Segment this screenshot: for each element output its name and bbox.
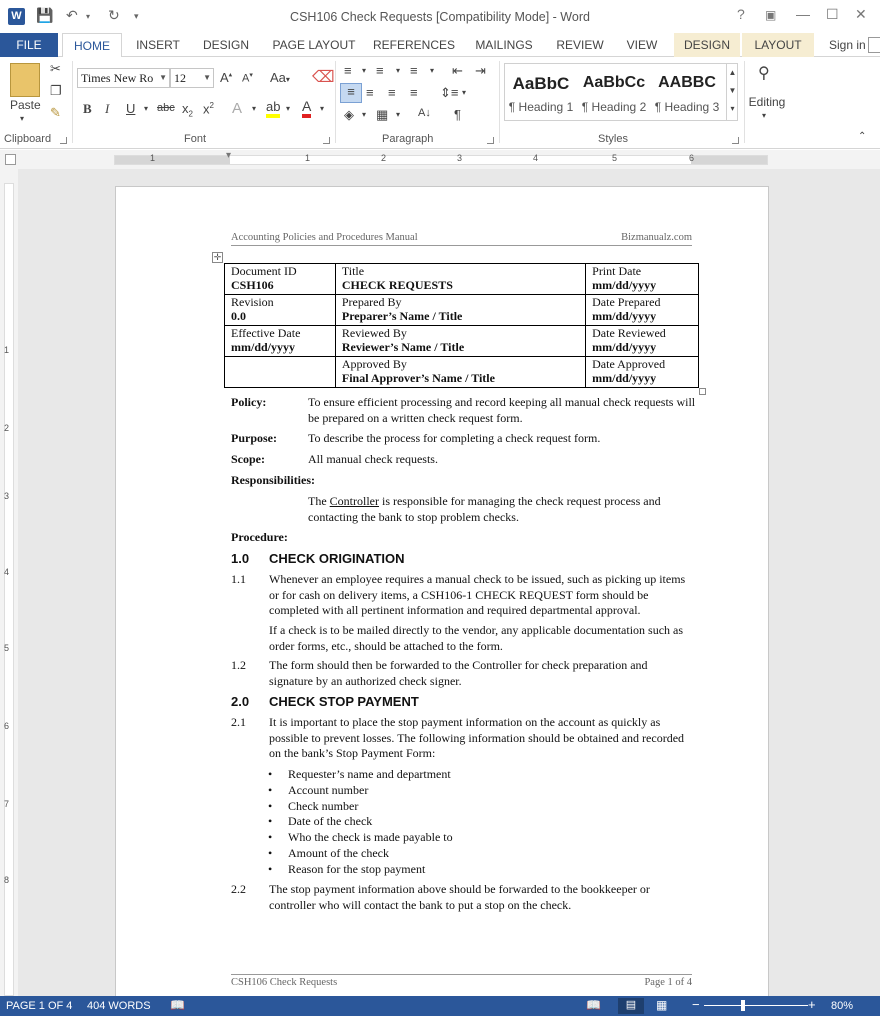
item-text: The stop payment information above should be forwarded to the bookkeeper or controller who will contact the bank to put a stop on the check. (269, 882, 650, 912)
underline-button[interactable]: U (126, 101, 136, 116)
document-title: CSH106 Check Requests [Compatibility Mode] - Word (290, 10, 590, 24)
cell-label: Title (341, 264, 365, 278)
table-row (225, 326, 699, 357)
clear-formatting-icon[interactable]: ⌫ (312, 69, 335, 86)
responsibilities-label: Responsibilities: (231, 473, 316, 487)
format-painter-icon[interactable]: ✎ (50, 105, 61, 120)
table-move-handle-icon[interactable]: ✛ (213, 252, 222, 262)
horizontal-ruler[interactable] (114, 150, 768, 165)
highlight-dropdown-icon[interactable]: ▾ (286, 104, 291, 113)
borders-dropdown-icon[interactable]: ▾ (396, 110, 401, 119)
text-effects-icon[interactable]: A (232, 100, 243, 117)
ruler-number: 1 (305, 153, 311, 163)
copy-icon[interactable]: ❐ (50, 83, 62, 98)
highlight-icon[interactable]: ab (266, 100, 280, 118)
style-name: ¶ Heading 2 (581, 100, 647, 114)
ribbon (0, 57, 880, 149)
list-item: • Requester’s name and department (288, 767, 451, 783)
styles-scroll-icon[interactable]: ▲ ▼ ▾ (726, 64, 738, 120)
page-header-left: Accounting Policies and Procedures Manual (231, 232, 418, 243)
table-row (225, 295, 699, 326)
zoom-level[interactable]: 80% (831, 1000, 854, 1012)
font-name-value: Times New Ro (81, 71, 154, 85)
group-divider (335, 61, 336, 143)
ruler-number: 5 (612, 153, 618, 163)
numbering-dropdown-icon[interactable]: ▾ (396, 66, 401, 75)
shrink-font-icon[interactable]: A▾ (242, 72, 253, 85)
document-info-table[interactable] (224, 263, 699, 388)
paste-dropdown-icon[interactable]: ▾ (20, 114, 25, 123)
styles-gallery (504, 63, 738, 121)
paragraph-launcher-icon[interactable] (487, 137, 494, 144)
cell-value: mm/dd/yyyy (592, 371, 657, 385)
collapse-ribbon-icon[interactable]: ⌃ (858, 131, 867, 142)
ruler-number: 2 (381, 153, 387, 163)
item-text: Whenever an employee requires a manual check to be issued, such as picking up items or for cash on delivery items, a CSH106-1 CHECK REQUEST form should be completed with all pertinent information and required departmental approval. (269, 572, 686, 617)
purpose-text: To describe the process for completing a check request form. (308, 431, 601, 445)
list-item: • Date of the check (288, 814, 372, 830)
close-button[interactable]: ✕ (855, 6, 867, 22)
cell-label: Approved By (341, 357, 407, 371)
cell-value: mm/dd/yyyy (592, 309, 657, 323)
list-item: • Who the check is made payable to (288, 830, 453, 846)
font-launcher-icon[interactable] (323, 137, 330, 144)
style-heading-1[interactable] (505, 64, 577, 120)
tab-view[interactable]: VIEW (626, 38, 658, 52)
word-count[interactable]: 404 WORDS (87, 1000, 151, 1012)
save-icon[interactable]: 💾 (36, 7, 54, 23)
font-size-dropdown-icon[interactable]: ▼ (203, 73, 211, 82)
style-heading-3[interactable] (651, 64, 723, 120)
responsibilities-post: is responsible for managing the check request process and contacting the bank to stop problem checks. (308, 494, 661, 524)
paragraph-group-label: Paragraph (382, 133, 434, 145)
cell-label: Date Approved (592, 357, 666, 371)
show-formatting-icon[interactable]: ¶ (454, 107, 461, 122)
responsibilities-pre: The (308, 494, 330, 508)
cell-value: Preparer’s Name / Title (341, 309, 463, 323)
cell-value: mm/dd/yyyy (592, 340, 657, 354)
table-cell[interactable] (335, 295, 585, 326)
style-name: ¶ Heading 1 (508, 100, 574, 114)
table-cell[interactable] (586, 295, 699, 326)
ruler-row (0, 150, 880, 169)
list-item: • Account number (288, 783, 368, 799)
font-color-dropdown-icon[interactable]: ▾ (320, 104, 325, 113)
text-effects-dropdown-icon[interactable]: ▾ (252, 104, 257, 113)
cell-label: Effective Date (231, 326, 301, 340)
cell-value: CSH106 (231, 278, 274, 292)
ruler-number: 6 (689, 153, 695, 163)
item-number: 2.1 (231, 715, 246, 729)
tab-review[interactable]: REVIEW (556, 38, 604, 52)
redo-icon[interactable]: ↻ (108, 7, 120, 23)
table-row (225, 357, 699, 388)
ruler-number: 3 (457, 153, 463, 163)
find-binoculars-icon[interactable]: ⚲ (758, 65, 770, 82)
cell-value: mm/dd/yyyy (231, 340, 296, 354)
font-name-dropdown-icon[interactable]: ▼ (159, 73, 167, 82)
page-header-right: Bizmanualz.com (621, 232, 692, 243)
tab-selector-icon[interactable] (5, 154, 16, 165)
vruler-number: 7 (4, 799, 10, 809)
ruler-right-margin (691, 156, 767, 164)
item-number: 1.1 (231, 572, 246, 586)
status-bar (0, 996, 880, 1016)
item-number: 1.2 (231, 658, 246, 672)
clipboard-launcher-icon[interactable] (60, 137, 67, 144)
table-cell[interactable] (225, 295, 336, 326)
bullets-dropdown-icon[interactable]: ▾ (362, 66, 367, 75)
tab-table-layout[interactable]: LAYOUT (742, 33, 814, 57)
center-button[interactable]: ≡ (366, 85, 374, 100)
section-heading: CHECK STOP PAYMENT (269, 694, 419, 709)
cell-label: Reviewed By (341, 326, 407, 340)
shading-icon[interactable]: ◈ (344, 107, 354, 122)
list-item: • Amount of the check (288, 846, 389, 862)
section-number: 2.0 (231, 694, 250, 709)
page-count[interactable]: PAGE 1 OF 4 (6, 1000, 73, 1012)
sort-icon[interactable]: A↓ (418, 107, 431, 119)
table-cell[interactable] (335, 326, 585, 357)
table-cell[interactable] (225, 357, 336, 388)
vruler-number: 2 (4, 423, 10, 433)
style-name: ¶ Heading 3 (654, 100, 720, 114)
vruler-number: 5 (4, 643, 10, 653)
multilevel-dropdown-icon[interactable]: ▾ (430, 66, 435, 75)
tab-mailings[interactable]: MAILINGS (475, 38, 533, 52)
cell-label: Date Prepared (592, 295, 661, 309)
bullets-icon[interactable]: ≡ (344, 63, 352, 78)
section-number: 1.0 (231, 551, 250, 566)
tab-table-design[interactable]: DESIGN (674, 33, 740, 57)
justify-button[interactable]: ≡ (410, 85, 418, 100)
tab-design[interactable]: DESIGN (202, 38, 249, 52)
bold-button[interactable]: B (83, 101, 92, 116)
italic-button[interactable]: I (105, 101, 110, 116)
change-case-icon[interactable]: Aa▾ (270, 70, 290, 85)
styles-group-label: Styles (598, 133, 628, 145)
table-cell[interactable] (335, 264, 585, 295)
item-text: It is important to place the stop payment information on the account as quickly as possible to prevent losses. The following information should be obtained and recorded on the bank’s Stop Payment Form: (269, 715, 685, 760)
cell-value: CHECK REQUESTS (341, 278, 453, 292)
purpose-label: Purpose: (231, 431, 277, 445)
table-cell[interactable] (335, 357, 585, 388)
paste-button[interactable]: Paste (10, 98, 41, 112)
zoom-in-icon[interactable]: + (808, 997, 816, 1012)
policy-text: To ensure efficient processing and record keeping all manual check requests will be prepared on a written check request form. (308, 395, 696, 425)
ruler-left-margin (115, 156, 230, 164)
group-divider (499, 61, 500, 143)
proofing-icon[interactable]: 📖 (170, 998, 185, 1012)
vertical-ruler (0, 169, 18, 996)
style-heading-2[interactable] (578, 64, 650, 120)
table-cell[interactable] (225, 326, 336, 357)
page-footer-right: Page 1 of 4 (644, 977, 692, 988)
numbering-icon[interactable]: ≡ (376, 63, 384, 78)
undo-icon[interactable]: ↶ (66, 7, 78, 23)
item-text-continued: If a check is to be mailed directly to the vendor, any applicable documentation such as order forms, etc., should be attached to the form. (269, 623, 684, 653)
table-resize-handle-icon[interactable] (699, 388, 706, 395)
header-rule (231, 245, 692, 246)
vruler-number: 6 (4, 721, 10, 731)
document-canvas[interactable] (0, 169, 880, 996)
styles-launcher-icon[interactable] (732, 137, 739, 144)
shading-dropdown-icon[interactable]: ▾ (362, 110, 367, 119)
table-cell[interactable] (586, 357, 699, 388)
line-spacing-icon[interactable]: ⇕≡ (440, 85, 459, 100)
cell-value: Reviewer’s Name / Title (341, 340, 465, 354)
read-mode-icon[interactable]: 📖 (586, 998, 601, 1012)
cell-label: Print Date (592, 264, 642, 278)
web-layout-icon[interactable]: ▦ (656, 998, 668, 1012)
tab-insert[interactable]: INSERT (136, 38, 180, 52)
page-footer-left: CSH106 Check Requests (231, 977, 338, 988)
group-divider (744, 61, 745, 143)
vruler-number: 4 (4, 567, 10, 577)
editing-dropdown-icon[interactable]: ▾ (762, 111, 767, 120)
align-right-button[interactable]: ≡ (388, 85, 396, 100)
undo-dropdown-icon[interactable]: ▾ (86, 12, 91, 21)
table-cell[interactable] (225, 264, 336, 295)
clipboard-group-label: Clipboard (4, 133, 52, 145)
list-item: • Reason for the stop payment (288, 862, 425, 878)
print-layout-icon[interactable]: ▤ (618, 998, 644, 1014)
group-divider (72, 61, 73, 143)
word-logo-icon[interactable]: W (8, 8, 25, 25)
zoom-slider-thumb[interactable] (741, 1000, 745, 1011)
item-text: The form should then be forwarded to the Controller for check preparation and signature by an authorized check signer. (269, 658, 648, 688)
grow-font-icon[interactable]: A▴ (220, 70, 233, 85)
item-number: 2.2 (231, 882, 246, 896)
increase-indent-icon[interactable]: ⇥ (475, 63, 486, 78)
cell-label: Date Reviewed (592, 326, 666, 340)
cell-label: Prepared By (341, 295, 402, 309)
subscript-button[interactable]: $x_2$ (182, 101, 193, 119)
font-color-icon[interactable]: A (302, 99, 311, 118)
strikethrough-button[interactable]: abc (157, 102, 175, 114)
ribbon-tabs (0, 33, 880, 57)
policy-label: Policy: (231, 395, 267, 409)
scope-text: All manual check requests. (308, 452, 438, 466)
ruler-number: 1 (150, 153, 156, 163)
multilevel-list-icon[interactable]: ≡ (410, 63, 418, 78)
title-bar (0, 0, 880, 33)
customize-toolbar-icon[interactable]: ▾ (134, 11, 139, 21)
tab-home[interactable]: HOME (62, 33, 122, 58)
paste-icon[interactable] (10, 63, 40, 97)
tab-references[interactable]: REFERENCES (372, 38, 455, 52)
table-cell[interactable] (586, 264, 699, 295)
font-group-label: Font (184, 133, 207, 145)
list-item: • Check number (288, 799, 358, 815)
style-sample: AaBbC (512, 74, 570, 93)
indent-marker-icon[interactable]: ▾ (226, 150, 232, 161)
style-sample: AaBbCc (582, 74, 646, 91)
align-left-button[interactable]: ≡ (340, 83, 362, 103)
procedure-label: Procedure: (231, 530, 288, 544)
help-icon[interactable]: ? (737, 6, 745, 22)
vruler-number: 3 (4, 491, 10, 501)
cell-value: 0.0 (231, 309, 246, 323)
cell-label: Revision (231, 295, 274, 309)
vruler-number: 1 (4, 345, 10, 355)
font-size-value: 12 (174, 71, 186, 85)
cell-value: Final Approver’s Name / Title (341, 371, 495, 385)
decrease-indent-icon[interactable]: ⇤ (452, 63, 463, 78)
minimize-button[interactable]: — (796, 6, 810, 22)
zoom-out-icon[interactable]: − (692, 997, 700, 1012)
scope-label: Scope: (231, 452, 265, 466)
tab-page-layout[interactable]: PAGE LAYOUT (272, 38, 356, 52)
vruler-number: 8 (4, 875, 10, 885)
cut-icon[interactable]: ✂ (50, 61, 61, 76)
ruler-number: 4 (533, 153, 539, 163)
editing-button[interactable]: Editing (748, 95, 786, 109)
font-name-box[interactable] (77, 68, 170, 88)
document-page[interactable] (115, 186, 769, 1016)
font-size-box[interactable] (170, 68, 214, 88)
responsibilities-text (308, 494, 698, 525)
borders-icon[interactable]: ▦ (376, 107, 389, 122)
zoom-slider[interactable] (704, 1005, 808, 1006)
section-heading: CHECK ORIGINATION (269, 551, 405, 566)
cell-label: Document ID (231, 264, 297, 278)
style-sample: AABBC (658, 74, 716, 91)
account-icon[interactable] (868, 37, 880, 53)
footer-rule (231, 974, 692, 975)
line-spacing-dropdown-icon[interactable]: ▾ (462, 88, 467, 97)
controller-link: Controller (329, 494, 379, 508)
tab-file[interactable]: FILE (0, 33, 58, 57)
maximize-button[interactable]: ☐ (826, 6, 839, 22)
cell-value: mm/dd/yyyy (592, 278, 657, 292)
table-cell[interactable] (586, 326, 699, 357)
table-row (225, 264, 699, 295)
superscript-button[interactable]: $x^2$ (203, 101, 214, 117)
underline-dropdown-icon[interactable]: ▾ (144, 104, 149, 113)
ribbon-display-options-icon[interactable]: ▣ (765, 8, 777, 22)
sign-in-link[interactable]: Sign in (829, 38, 866, 52)
